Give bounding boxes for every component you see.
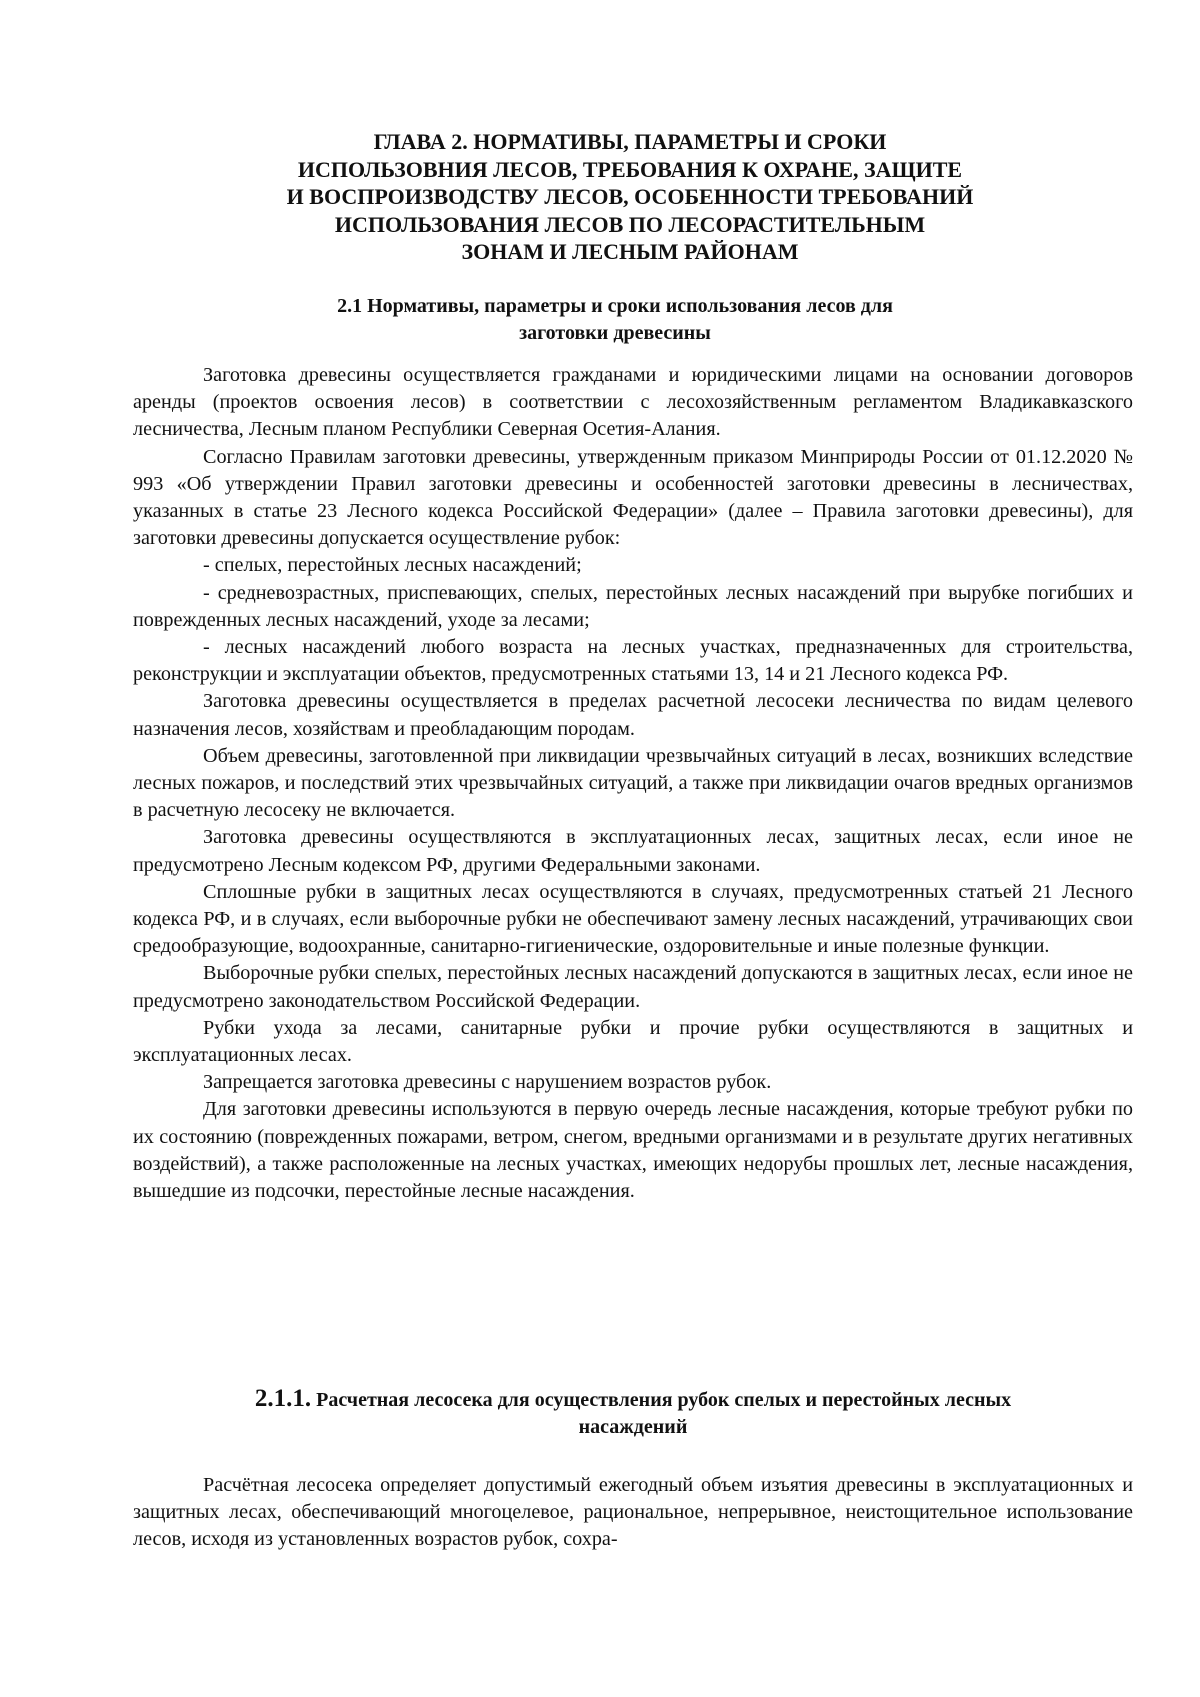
paragraph: Запрещается заготовка древесины с нарушением возрастов рубок. xyxy=(203,1071,772,1094)
paragraph: Рубки ухода за лесами, санитарные рубки и прочие рубки осуществляются в защитных и эксплуатационных лесах. xyxy=(133,1016,1133,1067)
subsection-number: 2.1.1. xyxy=(254,1385,312,1412)
chapter-title-line: ЗОНАМ И ЛЕСНЫМ РАЙОНАМ xyxy=(461,239,799,264)
paragraph: Согласно Правилам заготовки древесины, утвержденным приказом Минприроды России от 01.12.2020 № 993 «Об утверждении Правил заготовки древесины и особенностей заготовки древесины в лесничествах, указанных в статье 23 Лесного кодекса Российской Федерации» (далее – Правила заготовки древесины), для заготовки древесины допускается осуществление рубок: xyxy=(133,445,1133,550)
paragraph: Выборочные рубки спелых, перестойных лесных насаждений допускаются в защитных лесах, если иное не предусмотрено законодательством Российской Федерации. xyxy=(133,962,1133,1012)
list-item: - лесных насаждений любого возраста на лесных участках, предназначенных для строительства, реконструкции и эксплуатации объектов, предусмотренных статьями 13, 14 и 21 Лесного кодекса РФ. xyxy=(133,636,1133,686)
paragraph: Сплошные рубки в защитных лесах осуществляются в случаях, предусмотренных статьей 21 Лесного кодекса РФ, и в случаях, если выборочные рубки не обеспечивают замену лесных насаждений, утрачивающих свои средообразующие, водоохранные, санитарно-гигиенические, оздоровительные и иные полезные функции. xyxy=(133,880,1133,958)
subsection-body xyxy=(133,1472,1133,1554)
subsection-title xyxy=(133,1385,1133,1441)
paragraph: Заготовка древесины осуществляются в эксплуатационных лесах, защитных лесах, если иное не предусмотрено Лесным кодексом РФ, другими Федеральными законами. xyxy=(133,826,1133,876)
section-title-line: 2.1 Нормативы, параметры и сроки использования лесов для xyxy=(337,295,893,317)
section-title-line: заготовки древесины xyxy=(519,322,711,344)
subsection-title-text: Расчетная лесосека для осуществления рубок спелых и перестойных лесных xyxy=(316,1389,1012,1411)
chapter-title-line: ИСПОЛЬЗОВАНИЯ ЛЕСОВ ПО ЛЕСОРАСТИТЕЛЬНЫМ xyxy=(334,211,926,237)
section-title xyxy=(235,293,995,347)
chapter-title-line: И ВОСПРОИЗВОДСТВУ ЛЕСОВ, ОСОБЕННОСТИ ТРЕБОВАНИЙ xyxy=(286,184,974,209)
paragraph: Для заготовки древесины используются в первую очередь лесные насаждения, которые требуют рубки по их состоянию (поврежденных пожарами, ветром, снегом, вредными организмами и в результате других негативных воздействий), а также расположенные на лесных участках, имеющих недорубы прошлых лет, лесные насаждения, вышедшие из подсочки, перестойные лесные насаждения. xyxy=(133,1098,1133,1203)
chapter-title-line: ГЛАВА 2. НОРМАТИВЫ, ПАРАМЕТРЫ И СРОКИ xyxy=(373,129,887,154)
list-item: - спелых, перестойных лесных насаждений; xyxy=(203,554,582,577)
paragraph: Объем древесины, заготовленной при ликвидации чрезвычайных ситуаций в лесах, возникших вследствие лесных пожаров, и последствий этих чрезвычайных ситуаций, а также при ликвидации очагов вредных организмов в расчетную лесосеку не включается. xyxy=(133,744,1133,822)
paragraph: Расчётная лесосека определяет допустимый ежегодный объем изъятия древесины в эксплуатационных и защитных лесах, обеспечивающий многоцелевое, рациональное, непрерывное, неистощительное использование лесов, исходя из установленных возрастов рубок, сохра- xyxy=(133,1474,1133,1551)
paragraph: Заготовка древесины осуществляется гражданами и юридическими лицами на основании договоров аренды (проектов освоения лесов) в соответствии с лесохозяйственным регламентом Владикавказского лесничества, Лесным планом Республики Северная Осетия-Алания. xyxy=(133,364,1133,441)
paragraph: Заготовка древесины осуществляется в пределах расчетной лесосеки лесничества по видам целевого назначения лесов, хозяйствам и преобладающим породам. xyxy=(133,690,1133,740)
subsection-title-line-1 xyxy=(133,1385,1133,1414)
chapter-title-line: ИСПОЛЬЗОВНИЯ ЛЕСОВ, ТРЕБОВАНИЯ К ОХРАНЕ, ЗАЩИТЕ xyxy=(297,156,963,182)
subsection-title-line-2: насаждений xyxy=(578,1416,688,1438)
section-body xyxy=(133,362,1133,1205)
chapter-title xyxy=(250,128,1010,266)
list-item: - средневозрастных, приспевающих, спелых, перестойных лесных насаждений при вырубке погибших и поврежденных лесных насаждений, уходе за лесами; xyxy=(133,581,1133,631)
